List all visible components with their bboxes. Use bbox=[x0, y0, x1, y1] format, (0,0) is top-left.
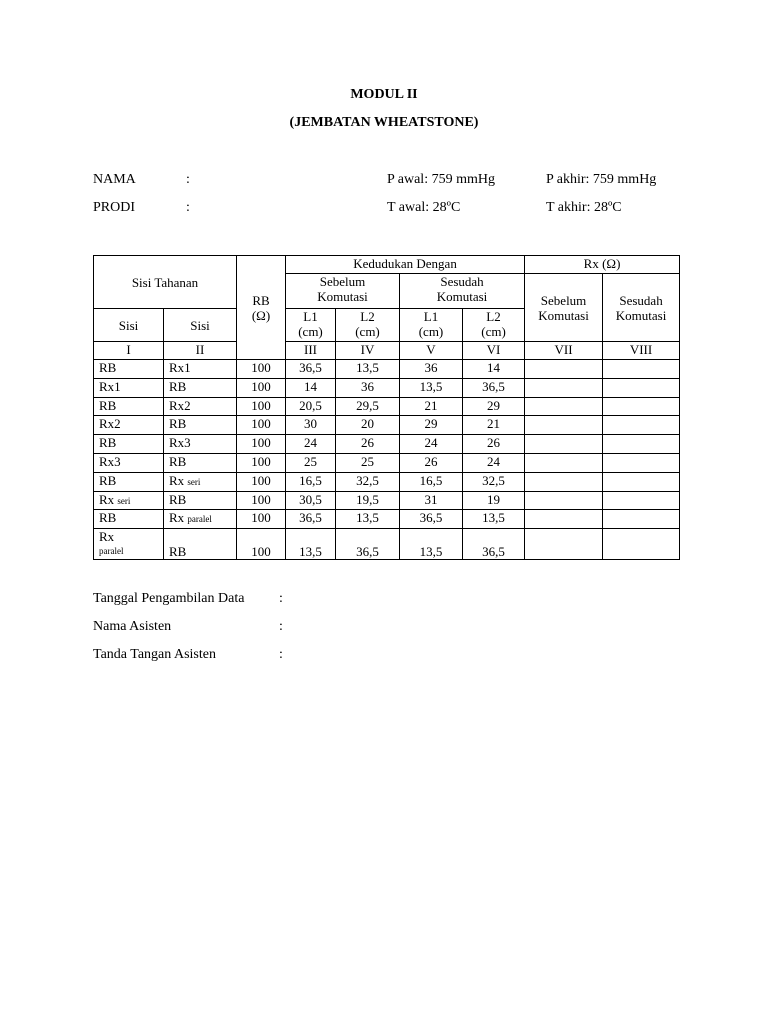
cell-l2-sesudah: 26 bbox=[463, 435, 525, 454]
cell-sisi-b: RB bbox=[164, 416, 237, 435]
cell-l1-sebelum: 20,5 bbox=[286, 397, 336, 416]
cell-rb: 100 bbox=[237, 378, 286, 397]
roman-cell: VI bbox=[463, 342, 525, 360]
cell-l1-sebelum: 30,5 bbox=[286, 491, 336, 510]
roman-row bbox=[94, 342, 680, 360]
cell-rx-sebelum bbox=[525, 491, 603, 510]
cell-l1-sebelum: 13,5 bbox=[286, 529, 336, 560]
cell-l1-sebelum: 24 bbox=[286, 435, 336, 454]
cell-rb: 100 bbox=[237, 360, 286, 379]
cell-l1-sebelum: 30 bbox=[286, 416, 336, 435]
roman-cell: I bbox=[94, 342, 164, 360]
roman-cell: II bbox=[164, 342, 237, 360]
cell-sisi-b: Rx paralel bbox=[164, 510, 237, 529]
cell-l1-sesudah: 31 bbox=[400, 491, 463, 510]
asisten-colon: : bbox=[279, 619, 283, 634]
cell-l1-sebelum: 36,5 bbox=[286, 510, 336, 529]
cell-l1-sesudah: 16,5 bbox=[400, 472, 463, 491]
header-l1-sesudah: L1 (cm) bbox=[400, 309, 463, 342]
cell-rb: 100 bbox=[237, 397, 286, 416]
cell-l2-sesudah: 24 bbox=[463, 453, 525, 472]
t-awal: T awal: 28ºC bbox=[387, 200, 461, 215]
cell-l2-sebelum: 32,5 bbox=[336, 472, 400, 491]
ttd-label: Tanda Tangan Asisten bbox=[93, 647, 216, 662]
cell-l2-sesudah: 36,5 bbox=[463, 378, 525, 397]
header-sisi-tahanan: Sisi Tahanan bbox=[94, 256, 237, 309]
cell-l2-sesudah: 19 bbox=[463, 491, 525, 510]
cell-l1-sebelum: 36,5 bbox=[286, 360, 336, 379]
cell-rx-sesudah bbox=[603, 529, 680, 560]
cell-sisi-a: RB bbox=[94, 472, 164, 491]
cell-l1-sesudah: 21 bbox=[400, 397, 463, 416]
roman-cell: III bbox=[286, 342, 336, 360]
table-row bbox=[94, 416, 680, 435]
cell-l2-sebelum: 20 bbox=[336, 416, 400, 435]
t-akhir: T akhir: 28ºC bbox=[546, 200, 622, 215]
cell-rb: 100 bbox=[237, 529, 286, 560]
cell-l1-sebelum: 14 bbox=[286, 378, 336, 397]
cell-l2-sebelum: 19,5 bbox=[336, 491, 400, 510]
cell-sisi-b: Rx3 bbox=[164, 435, 237, 454]
header-l1-sebelum: L1 (cm) bbox=[286, 309, 336, 342]
cell-sisi-b: RB bbox=[164, 453, 237, 472]
cell-sisi-a: Rx2 bbox=[94, 416, 164, 435]
cell-l1-sesudah: 26 bbox=[400, 453, 463, 472]
document-subtitle: (JEMBATAN WHEATSTONE) bbox=[289, 115, 479, 130]
cell-sisi-b: Rx2 bbox=[164, 397, 237, 416]
cell-rx-sesudah bbox=[603, 378, 680, 397]
header-rx: Rx (Ω) bbox=[525, 256, 680, 274]
cell-rx-sebelum bbox=[525, 378, 603, 397]
cell-rx-sebelum bbox=[525, 397, 603, 416]
table-row bbox=[94, 491, 680, 510]
header-sisi-b: Sisi bbox=[164, 309, 237, 342]
cell-l2-sebelum: 26 bbox=[336, 435, 400, 454]
header-sesudah-komutasi: Sesudah Komutasi bbox=[400, 274, 525, 309]
cell-rx-sebelum bbox=[525, 453, 603, 472]
p-awal: P awal: 759 mmHg bbox=[387, 172, 495, 187]
header-l2-sesudah: L2 (cm) bbox=[463, 309, 525, 342]
cell-rx-sesudah bbox=[603, 510, 680, 529]
table-row bbox=[94, 378, 680, 397]
cell-l1-sesudah: 36,5 bbox=[400, 510, 463, 529]
header-rx-sesudah: Sesudah Komutasi bbox=[603, 274, 680, 342]
nama-colon: : bbox=[186, 172, 190, 187]
cell-sisi-a: Rx1 bbox=[94, 378, 164, 397]
cell-sisi-a: Rx seri bbox=[94, 491, 164, 510]
header-kedudukan: Kedudukan Dengan bbox=[286, 256, 525, 274]
cell-l2-sesudah: 21 bbox=[463, 416, 525, 435]
cell-l1-sebelum: 25 bbox=[286, 453, 336, 472]
cell-rx-sebelum bbox=[525, 510, 603, 529]
cell-l2-sesudah: 29 bbox=[463, 397, 525, 416]
roman-cell: IV bbox=[336, 342, 400, 360]
header-rb: RB (Ω) bbox=[237, 256, 286, 360]
cell-rx-sesudah bbox=[603, 397, 680, 416]
cell-l2-sesudah: 13,5 bbox=[463, 510, 525, 529]
header-sisi-a: Sisi bbox=[94, 309, 164, 342]
cell-rx-sebelum bbox=[525, 472, 603, 491]
roman-cell: V bbox=[400, 342, 463, 360]
cell-rx-sebelum bbox=[525, 360, 603, 379]
cell-rx-sebelum bbox=[525, 435, 603, 454]
cell-rb: 100 bbox=[237, 453, 286, 472]
cell-l2-sesudah: 36,5 bbox=[463, 529, 525, 560]
cell-sisi-a: Rx paralel bbox=[94, 529, 164, 560]
cell-sisi-a: RB bbox=[94, 510, 164, 529]
cell-sisi-b: RB bbox=[164, 378, 237, 397]
cell-rx-sesudah bbox=[603, 435, 680, 454]
cell-sisi-b: Rx seri bbox=[164, 472, 237, 491]
cell-l1-sebelum: 16,5 bbox=[286, 472, 336, 491]
cell-l2-sebelum: 36 bbox=[336, 378, 400, 397]
cell-rb: 100 bbox=[237, 491, 286, 510]
cell-l2-sebelum: 13,5 bbox=[336, 510, 400, 529]
cell-rb: 100 bbox=[237, 510, 286, 529]
header-l2-sebelum: L2 (cm) bbox=[336, 309, 400, 342]
cell-sisi-a: RB bbox=[94, 360, 164, 379]
prodi-colon: : bbox=[186, 200, 190, 215]
table-row bbox=[94, 360, 680, 379]
table-row bbox=[94, 453, 680, 472]
table-row bbox=[94, 435, 680, 454]
cell-l2-sebelum: 36,5 bbox=[336, 529, 400, 560]
prodi-label: PRODI bbox=[93, 200, 136, 215]
cell-rb: 100 bbox=[237, 472, 286, 491]
cell-l2-sebelum: 25 bbox=[336, 453, 400, 472]
cell-rb: 100 bbox=[237, 435, 286, 454]
document-title: MODUL II bbox=[350, 87, 418, 102]
cell-rx-sesudah bbox=[603, 453, 680, 472]
table-row bbox=[94, 472, 680, 491]
cell-sisi-b: Rx1 bbox=[164, 360, 237, 379]
cell-sisi-b: RB bbox=[164, 529, 237, 560]
table-row bbox=[94, 510, 680, 529]
cell-l1-sesudah: 36 bbox=[400, 360, 463, 379]
cell-rx-sesudah bbox=[603, 416, 680, 435]
table-row bbox=[94, 397, 680, 416]
ttd-colon: : bbox=[279, 647, 283, 662]
cell-l2-sebelum: 13,5 bbox=[336, 360, 400, 379]
cell-rx-sesudah bbox=[603, 472, 680, 491]
data-table bbox=[93, 255, 680, 560]
cell-sisi-a: RB bbox=[94, 397, 164, 416]
table-row bbox=[94, 529, 680, 560]
cell-rx-sebelum bbox=[525, 529, 603, 560]
cell-rb: 100 bbox=[237, 416, 286, 435]
cell-l1-sesudah: 13,5 bbox=[400, 378, 463, 397]
cell-l2-sesudah: 32,5 bbox=[463, 472, 525, 491]
roman-cell: VIII bbox=[603, 342, 680, 360]
header-rx-sebelum: Sebelum Komutasi bbox=[525, 274, 603, 342]
cell-rx-sesudah bbox=[603, 360, 680, 379]
cell-l1-sesudah: 13,5 bbox=[400, 529, 463, 560]
nama-label: NAMA bbox=[93, 172, 136, 187]
cell-sisi-a: Rx3 bbox=[94, 453, 164, 472]
tanggal-label: Tanggal Pengambilan Data bbox=[93, 591, 245, 606]
tanggal-colon: : bbox=[279, 591, 283, 606]
cell-l1-sesudah: 29 bbox=[400, 416, 463, 435]
header-sebelum-komutasi: Sebelum Komutasi bbox=[286, 274, 400, 309]
cell-sisi-a: RB bbox=[94, 435, 164, 454]
cell-l2-sebelum: 29,5 bbox=[336, 397, 400, 416]
cell-sisi-b: RB bbox=[164, 491, 237, 510]
cell-rx-sebelum bbox=[525, 416, 603, 435]
cell-l2-sesudah: 14 bbox=[463, 360, 525, 379]
roman-cell: VII bbox=[525, 342, 603, 360]
p-akhir: P akhir: 759 mmHg bbox=[546, 172, 657, 187]
cell-l1-sesudah: 24 bbox=[400, 435, 463, 454]
asisten-label: Nama Asisten bbox=[93, 619, 172, 634]
cell-rx-sesudah bbox=[603, 491, 680, 510]
